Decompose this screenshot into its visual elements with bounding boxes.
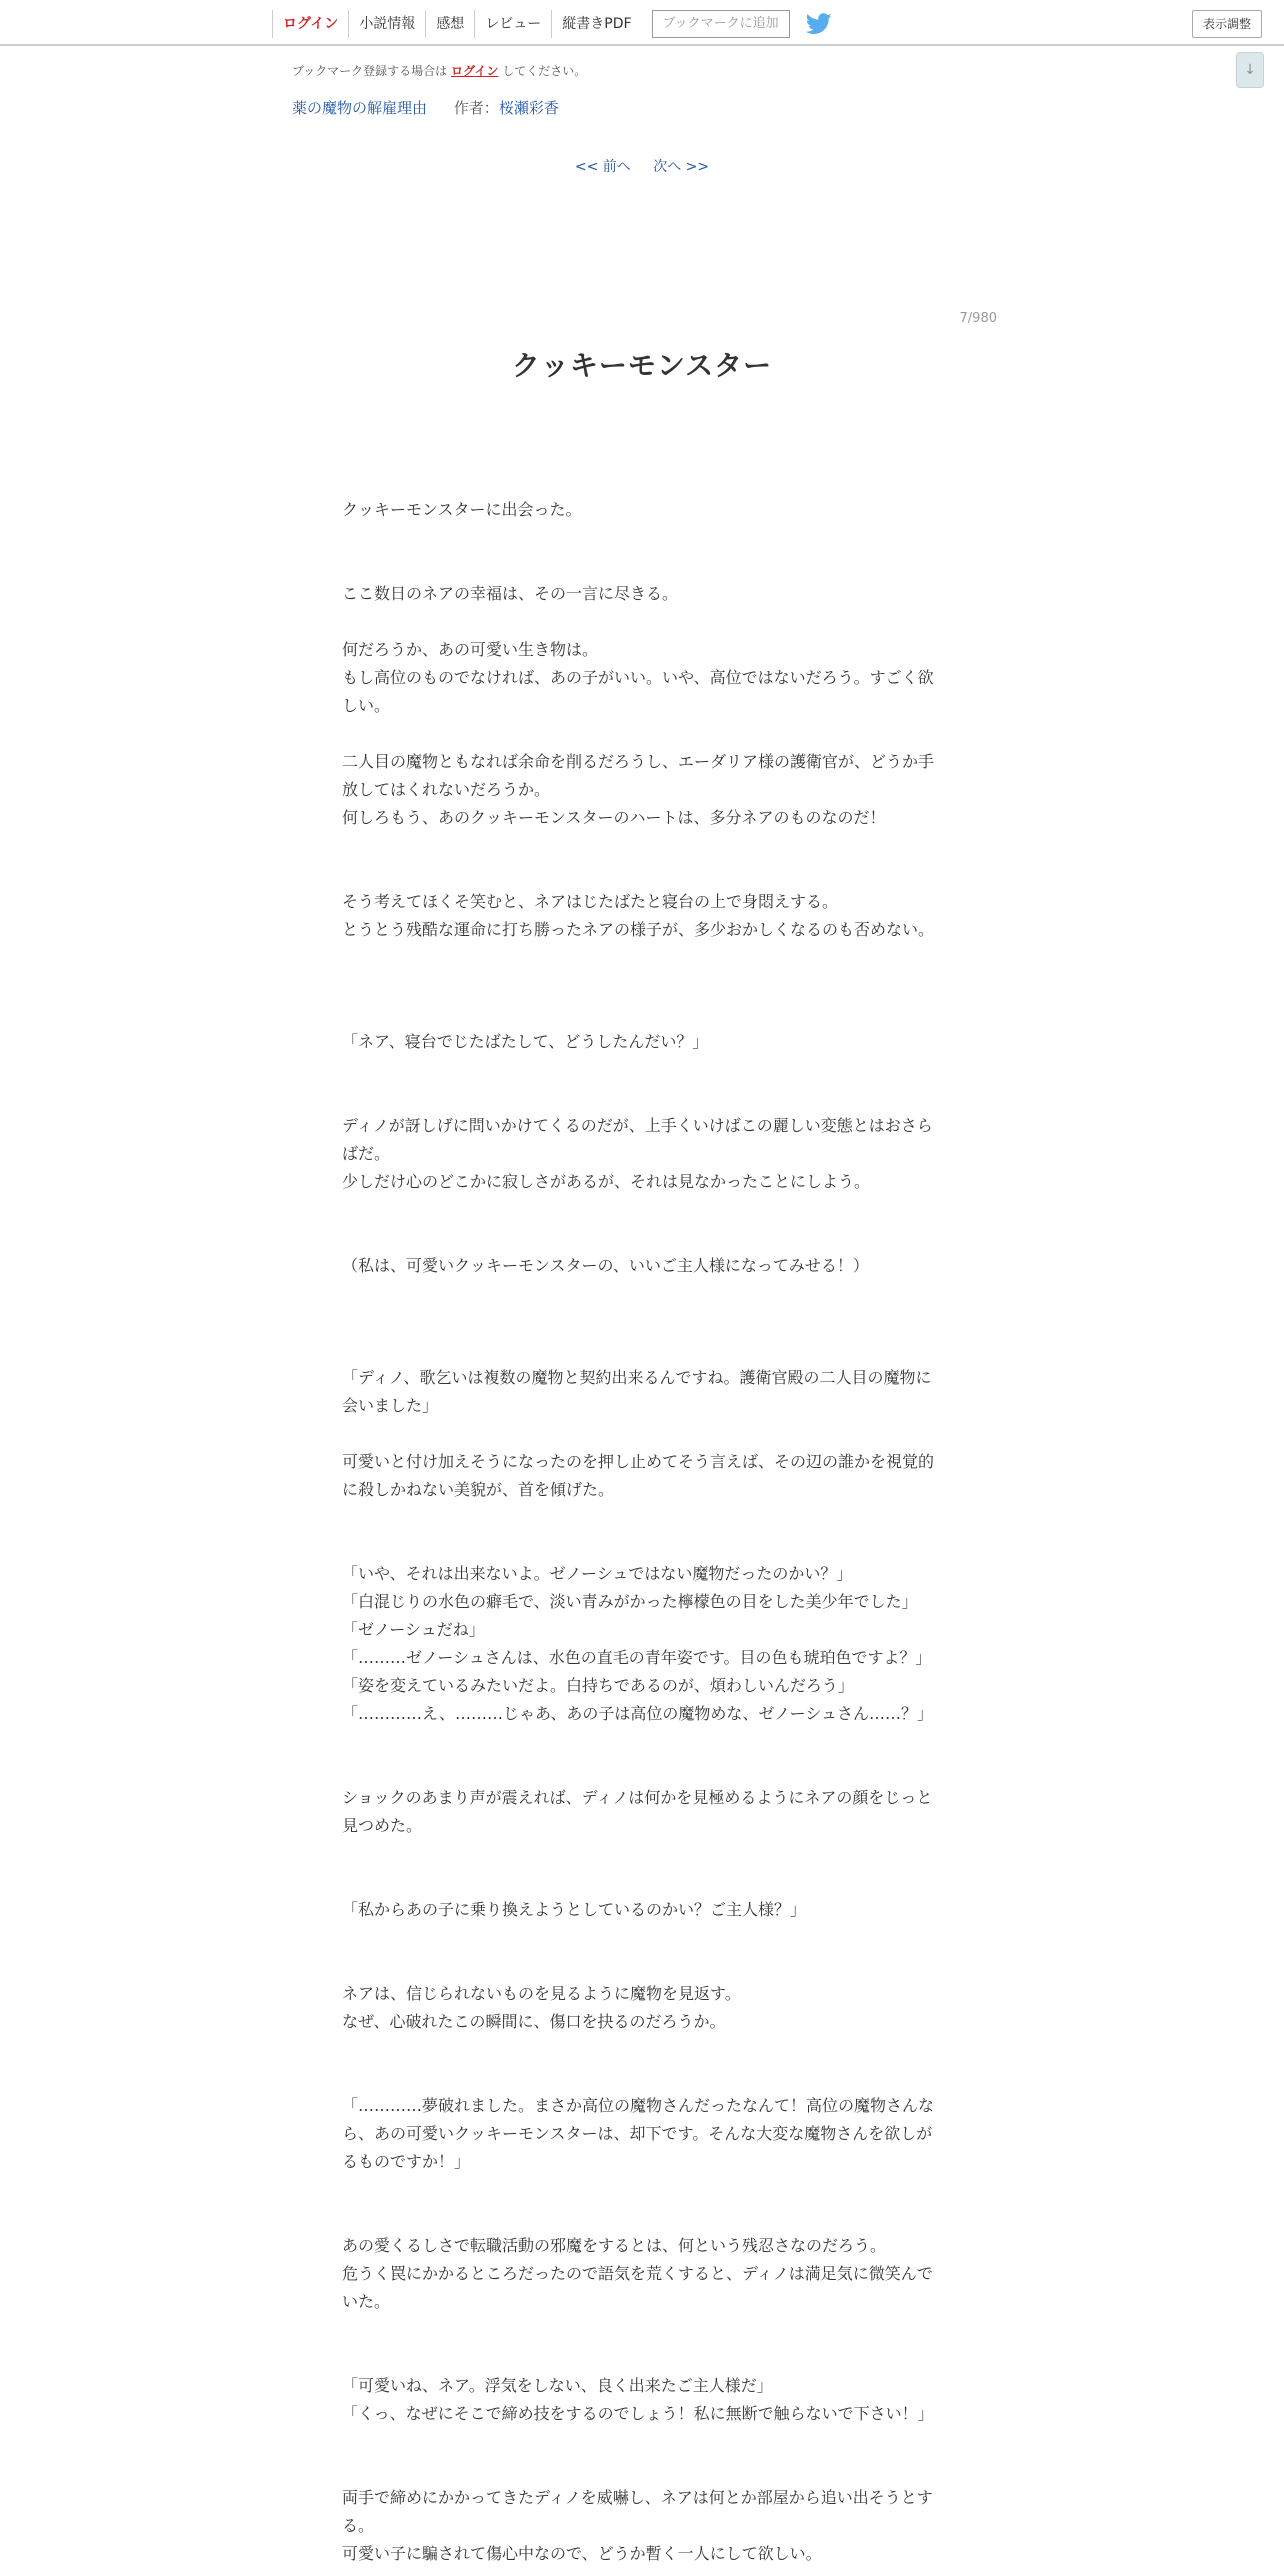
body-line: 「白混じりの水色の癖毛で、淡い青みがかった檸檬色の目をした美少年でした」 (342, 1592, 918, 1611)
body-line: 放してはくれないだろうか。 (342, 780, 551, 799)
body-line: 「いや、それは出来ないよ。ゼノーシュではない魔物だったのかい？」 (342, 1564, 853, 1583)
body-line: 「ディノ、歌乞いは複数の魔物と契約出来るんですね。護衛官殿の二人目の魔物に (342, 1368, 932, 1387)
blank-line (342, 2456, 942, 2484)
nav-novel-info-link[interactable]: 小説情報 (348, 10, 425, 38)
chapter-title: クッキーモンスター (511, 349, 773, 382)
blank-line (342, 1924, 942, 1952)
body-line: 二人目の魔物ともなれば余命を削るだろうし、エーダリア様の護衛官が、どうか手 (342, 752, 935, 771)
body-line: 「ゼノーシュだね」 (342, 1620, 485, 1639)
blank-line (342, 972, 942, 1000)
nav-vertical-pdf-link[interactable]: 縦書きPDF (551, 10, 641, 38)
blank-line (342, 2064, 942, 2092)
blank-line (342, 1000, 942, 1028)
blank-line (342, 608, 942, 636)
body-line: 「…………夢破れました。まさか高位の魔物さんだったなんて！高位の魔物さんな (342, 2096, 935, 2115)
body-line: 可愛い子に騙されて傷心中なので、どうか暫く一人にして欲しい。 (342, 2544, 822, 2563)
body-line: 会いました」 (342, 1396, 439, 1415)
body-line: 見つめた。 (342, 1816, 423, 1835)
blank-line (342, 1532, 942, 1560)
blank-line (342, 1868, 942, 1896)
body-line: 「くっ、なぜにそこで締め技をするのでしょう！私に無断で触らないで下さい！」 (342, 2404, 934, 2423)
nav-menu (272, 10, 832, 38)
body-line: ショックのあまり声が震えれば、ディノは何かを見極めるようにネアの顔をじっと (342, 1788, 933, 1807)
body-line: ばだ。 (342, 1144, 391, 1163)
blank-line (342, 1504, 942, 1532)
blank-line (342, 860, 942, 888)
blank-line (342, 552, 942, 580)
blank-line (342, 1840, 942, 1868)
nav-review-link[interactable]: レビュー (474, 10, 551, 38)
body-line: ネアは、信じられないものを見るように魔物を見返す。 (342, 1984, 741, 2003)
blank-line (342, 832, 942, 860)
chapter-number: 7/980 (959, 311, 997, 326)
body-line: 「ネア、寝台でじたばたして、どうしたんだい？」 (342, 1032, 709, 1051)
body-line: 可愛いと付け加えそうになったのを押し止めてそう言えば、その辺の誰かを視覚的 (342, 1452, 935, 1471)
blank-line (342, 1336, 942, 1364)
chapter-body (342, 496, 942, 2568)
body-line: ここ数日のネアの幸福は、その一言に尽きる。 (342, 584, 679, 603)
body-line: 「………ゼノーシュさんは、水色の直毛の青年姿です。目の色も琥珀色ですよ？」 (342, 1648, 932, 1667)
notice-prefix: ブックマーク登録する場合は (292, 64, 448, 78)
prev-chapter-link[interactable]: << 前へ (574, 159, 631, 175)
blank-line (342, 2204, 942, 2232)
blank-line (342, 2344, 942, 2372)
body-line: 何しろもう、あのクッキーモンスターのハートは、多分ネアのものなのだ！ (342, 808, 886, 827)
add-bookmark-button[interactable]: ブックマークに追加 (652, 10, 790, 38)
body-line: ディノが訝しげに問いかけてくるのだが、上手くいけばこの麗しい変態とはおさら (342, 1116, 933, 1135)
author-label: 作者： (453, 99, 499, 117)
blank-line (342, 2428, 942, 2456)
blank-line (342, 1196, 942, 1224)
body-line: るものですか！」 (342, 2152, 471, 2171)
blank-line (342, 1224, 942, 1252)
top-navigation-bar (0, 0, 1284, 46)
blank-line (342, 2316, 942, 2344)
blank-line (342, 524, 942, 552)
blank-line (342, 1280, 942, 1308)
next-chapter-link[interactable]: 次へ >> (653, 159, 710, 175)
body-line: 何だろうか、あの可愛い生き物は。 (342, 640, 599, 659)
body-line: 「可愛いね、ネア。浮気をしない、良く出来たご主人様だ」 (342, 2376, 773, 2395)
body-line: あの愛くるしさで転職活動の邪魔をするとは、何という残忍さなのだろう。 (342, 2236, 887, 2255)
blank-line (342, 944, 942, 972)
blank-line (342, 1056, 942, 1084)
body-line: 「私からあの子に乗り換えようとしているのかい？ご主人様？」 (342, 1900, 807, 1919)
blank-line (342, 1728, 942, 1756)
body-line: いた。 (342, 2292, 391, 2311)
body-line: る。 (342, 2516, 375, 2535)
body-line: クッキーモンスターに出会った。 (342, 500, 582, 519)
novel-info-line (292, 97, 559, 118)
body-line: 危うく罠にかかるところだったので語気を荒くすると、ディノは満足気に微笑んで (342, 2264, 933, 2283)
blank-line (342, 2036, 942, 2064)
blank-line (342, 2176, 942, 2204)
blank-line (342, 1952, 942, 1980)
body-line: 「姿を変えているみたいだよ。白持ちであるのが、煩わしいんだろう」 (342, 1676, 854, 1695)
notice-login-link[interactable]: ログイン (451, 64, 499, 78)
body-line: そう考えてほくそ笑むと、ネアはじたばたと寝台の上で身悶えする。 (342, 892, 839, 911)
blank-line (342, 1420, 942, 1448)
body-line: 両手で締めにかかってきたディノを威嚇し、ネアは何とか部屋から追い出そうとす (342, 2488, 933, 2507)
blank-line (342, 1756, 942, 1784)
body-line: 少しだけ心のどこかに寂しさがあるが、それは見なかったことにしよう。 (342, 1172, 871, 1191)
novel-title-link[interactable]: 薬の魔物の解雇理由 (292, 99, 428, 117)
blank-line (342, 720, 942, 748)
body-line: もし高位のものでなければ、あの子がいい。いや、高位ではないだろう。すごく欲 (342, 668, 934, 687)
bookmark-login-notice (292, 62, 586, 79)
nav-impressions-link[interactable]: 感想 (425, 10, 474, 38)
blank-line (342, 1084, 942, 1112)
body-line: ら、あの可愛いクッキーモンスターは、却下です。そんな大変な魔物さんを欲しが (342, 2124, 933, 2143)
blank-line (342, 1308, 942, 1336)
twitter-bird-icon[interactable] (806, 13, 832, 35)
body-line: しい。 (342, 696, 391, 715)
body-line: 「…………え、………じゃあ、あの子は高位の魔物めな、ゼノーシュさん……？」 (342, 1704, 934, 1723)
display-settings-button[interactable]: 表示調整 (1192, 10, 1262, 38)
scroll-down-tab[interactable]: ↓ (1236, 52, 1264, 88)
chapter-pager (0, 156, 1284, 176)
author-name-link[interactable]: 桜瀬彩香 (498, 99, 559, 117)
body-line: （私は、可愛いクッキーモンスターの、いいご主人様になってみせる！） (342, 1256, 869, 1275)
body-line: に殺しかねない美貌が、首を傾げた。 (342, 1480, 615, 1499)
notice-suffix: してください。 (502, 64, 587, 78)
nav-login-link[interactable]: ログイン (272, 10, 348, 38)
body-line: とうとう残酷な運命に打ち勝ったネアの様子が、多少おかしくなるのも否めない。 (342, 920, 935, 939)
body-line: なぜ、心破れたこの瞬間に、傷口を抉るのだろうか。 (342, 2012, 726, 2031)
